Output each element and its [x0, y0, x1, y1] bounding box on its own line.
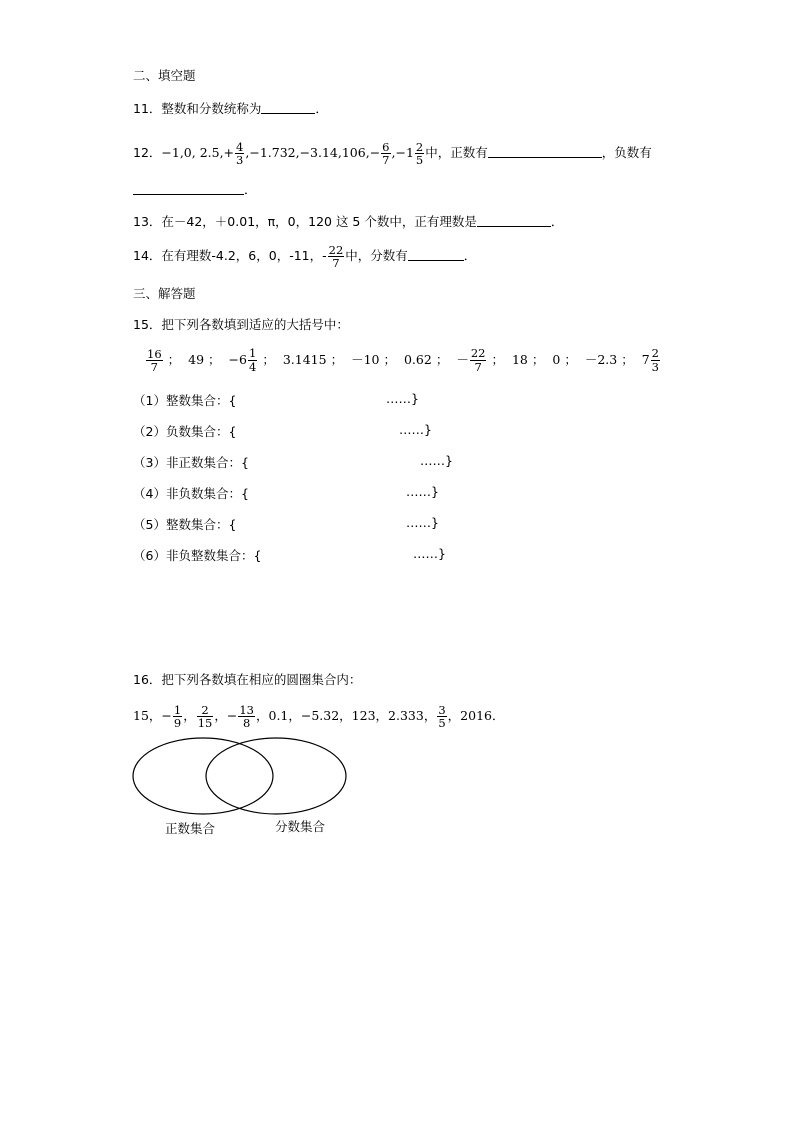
- section-title-fill-blank: 二、填空题: [133, 68, 196, 83]
- numerator: 1: [173, 702, 182, 717]
- set-non-positive-label: （3）非正数集合：{: [133, 455, 249, 470]
- fraction: [146, 348, 163, 373]
- separator: ；: [491, 352, 504, 367]
- set-non-negative-integer-label: （6）非负整数集合：{: [133, 548, 262, 563]
- answer-blank[interactable]: [261, 100, 315, 114]
- separator: ；: [621, 352, 634, 367]
- question-12-numbers-part2: ,−1.732,−3.14,106,−: [245, 145, 381, 160]
- negative-fraction: [456, 343, 487, 377]
- answer-blank[interactable]: [477, 213, 551, 227]
- fraction: [328, 244, 345, 269]
- question-16-number-list: [133, 699, 504, 733]
- set-integer-2-end: ……}: [406, 515, 439, 530]
- question-13-suffix: ．: [550, 214, 564, 229]
- denominator: 5: [438, 716, 446, 730]
- fraction: [235, 141, 244, 166]
- set-non-negative-label: （4）非负数集合：{: [133, 486, 249, 501]
- number-value: 3.1415: [282, 352, 327, 367]
- separator: ；: [435, 352, 449, 367]
- question-12-mid2-text: ，负数有: [601, 145, 652, 160]
- separator: ；: [330, 352, 344, 367]
- separator: ；: [208, 352, 221, 367]
- fraction: [197, 704, 214, 729]
- minus-sign: －: [456, 352, 469, 367]
- separator: ，−: [214, 708, 238, 723]
- fraction: [437, 704, 446, 729]
- number-value: －10: [351, 352, 380, 367]
- question-12-numbers-part3: ,−1: [391, 145, 414, 160]
- answer-blank[interactable]: [408, 247, 464, 261]
- answer-blank[interactable]: [133, 181, 244, 195]
- denominator: 8: [238, 716, 255, 729]
- number-value: 0: [552, 352, 561, 367]
- fraction: [238, 704, 255, 729]
- denominator: 3: [651, 359, 659, 374]
- positive-set-ellipse[interactable]: [133, 738, 273, 814]
- denominator: 3: [236, 153, 244, 167]
- denominator: 7: [470, 360, 487, 373]
- separator: ；: [262, 352, 275, 367]
- whole-part: 7: [641, 352, 650, 367]
- fraction: [173, 704, 182, 729]
- question-14-text: 14．在有理数-4.2，6，0，-11，-: [133, 248, 327, 263]
- number-values: 15，−: [133, 708, 172, 723]
- mixed-number: [229, 343, 259, 377]
- separator: ；: [383, 352, 396, 367]
- fraction: [381, 141, 390, 166]
- question-15-number-list: [145, 343, 661, 377]
- denominator: 7: [328, 256, 345, 269]
- number-values: ，0.1，−5.32，123，2.333，: [256, 708, 437, 723]
- question-11: [133, 100, 328, 118]
- number-values: ，2016．: [447, 708, 505, 723]
- set-integer-end: ……}: [386, 391, 419, 406]
- numerator: 6: [382, 139, 390, 154]
- set-non-negative-integer-end: ……}: [413, 546, 446, 561]
- numerator: 22: [328, 242, 344, 257]
- question-11-suffix: ．: [315, 101, 328, 116]
- positive-set-label: 正数集合: [165, 821, 216, 836]
- numerator: 22: [470, 346, 486, 361]
- numerator: 16: [147, 346, 162, 361]
- number-value: 0.62: [403, 352, 432, 367]
- question-12-continuation: [133, 181, 257, 199]
- question-15-title: 15．把下列各数填到适应的大括号中：: [133, 317, 349, 332]
- question-14: [133, 241, 476, 271]
- venn-diagram: [125, 733, 355, 843]
- section-title-answer: 三、解答题: [133, 286, 196, 301]
- set-integer-label: （1）整数集合：{: [133, 393, 237, 408]
- set-integer-2-label: （5）整数集合：{: [133, 517, 237, 532]
- question-14-mid-text: 中，分数有: [345, 248, 408, 263]
- fraction-set-label: 分数集合: [275, 819, 326, 834]
- question-13: [133, 213, 563, 231]
- separator: ，: [183, 708, 196, 723]
- denominator: 4: [248, 359, 257, 374]
- set-negative-end: ……}: [399, 422, 432, 437]
- numerator: 2: [201, 702, 209, 717]
- separator: ；: [167, 352, 181, 367]
- question-12-end: ．: [244, 182, 257, 197]
- question-13-text: 13．在－42，＋0.01，π，0，120 这 5 个数中，正有理数是: [133, 214, 477, 229]
- question-12-number: 12．: [133, 145, 162, 160]
- numerator: 2: [415, 139, 424, 154]
- question-12: [133, 138, 652, 168]
- denominator: 5: [415, 153, 424, 167]
- question-12-mid-text: 中，正数有: [425, 145, 488, 160]
- numerator: 1: [248, 346, 257, 361]
- number-value: 18: [511, 352, 528, 367]
- set-non-positive-end: ……}: [420, 453, 453, 468]
- denominator: 7: [146, 360, 163, 373]
- denominator: 15: [197, 716, 213, 730]
- question-14-suffix: ．: [463, 248, 477, 263]
- numerator: 4: [236, 139, 244, 154]
- set-non-negative-end: ……}: [406, 484, 439, 499]
- number-value: －2.3: [584, 352, 618, 367]
- numerator: 13: [239, 702, 254, 717]
- separator: ；: [531, 352, 545, 367]
- question-12-numbers-part1: −1,0, 2.5,+: [161, 145, 235, 160]
- numerator: 3: [438, 702, 446, 717]
- fraction: [415, 141, 424, 166]
- denominator: 9: [173, 716, 182, 730]
- whole-part: −6: [228, 352, 247, 367]
- mixed-number: [642, 343, 661, 377]
- separator: ；: [564, 352, 577, 367]
- question-16-title: 16．把下列各数填在相应的圆圈集合内：: [133, 672, 362, 687]
- denominator: 7: [382, 153, 390, 167]
- numerator: 2: [651, 346, 659, 361]
- number-value: 49: [188, 352, 205, 367]
- fraction-set-ellipse[interactable]: [206, 738, 346, 814]
- answer-blank[interactable]: [488, 144, 602, 158]
- set-negative-label: （2）负数集合：{: [133, 424, 237, 439]
- question-11-text: 11．整数和分数统称为: [133, 101, 262, 116]
